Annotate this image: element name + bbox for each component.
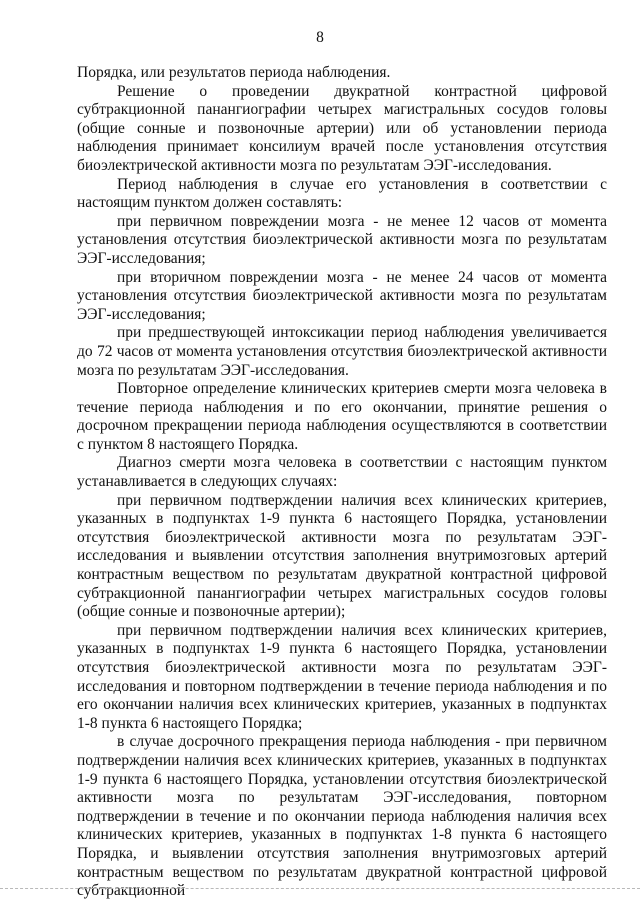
- paragraph-5: при вторичном повреждении мозга - не менее 24 часов от момента установления отсутствия биоэлектрической активности мозга по результатам ЭЭГ-исследования;: [77, 268, 607, 323]
- paragraph-11: в случае досрочного прекращения периода наблюдения - при первичном подтверждении наличия всех клинических критериев, указанных в подпунктах 1-9 пункта 6 настоящего Порядка, установлении отсутствия биоэлектрической активности мозга по результатам ЭЭГ-исследования, повторном подтверждении в течение и по окончании периода наблюдения наличия всех клинических критериев, указанных в подпунктах 1-8 пункта 6 настоящего Порядка, и выявлении отсутствия заполнения внутримозговых артерий контрастным веществом по результатам двукратной контрастной цифровой субтракционной: [77, 733, 607, 900]
- paragraph-9: при первичном подтверждении наличия всех клинических критериев, указанных в подпунктах 1-9 пункта 6 настоящего Порядка, установлении отсутствия биоэлектрической активности мозга по результатам ЭЭГ-исследования и выявлении отсутствия заполнения внутримозговых артерий контрастным веществом по результатам двукратной контрастной цифровой субтракционной панангиографии четырех магистральных сосудов головы (общие сонные и позвоночные артерии);: [77, 491, 607, 621]
- scan-bottom-edge: [0, 888, 640, 889]
- paragraph-2: Решение о проведении двукратной контрастной цифровой субтракционной панангиографии четырех магистральных сосудов головы (общие сонные и позвоночные артерии) или об установлении периода наблюдения принимает консилиум врачей после установления отсутствия биоэлектрической активности мозга по результатам ЭЭГ-исследования.: [77, 82, 607, 174]
- paragraph-8: Диагноз смерти мозга человека в соответствии с настоящим пунктом устанавливается в следующих случаях:: [77, 454, 607, 491]
- paragraph-1: Порядка, или результатов периода наблюдения.: [77, 64, 391, 81]
- paragraph-4: при первичном повреждении мозга - не менее 12 часов от момента установления отсутствия биоэлектрической активности мозга по результатам ЭЭГ-исследования;: [77, 212, 607, 267]
- paragraph-7: Повторное определение клинических критериев смерти мозга человека в течение периода наблюдения и по его окончании, принятие решения о досрочном прекращении периода наблюдения осуществляются в соответствии с пунктом 8 настоящего Порядка.: [77, 380, 607, 453]
- paragraph-10: при первичном подтверждении наличия всех клинических критериев, указанных в подпунктах 1-9 пункта 6 настоящего Порядка, установлении отсутствия биоэлектрической активности мозга по результатам ЭЭГ-исследования и повторном подтверждении в течение периода наблюдения и по его окончании наличия всех клинических критериев, указанных в подпунктах 1-8 пункта 6 настоящего Порядка;: [77, 621, 607, 732]
- document-body: [77, 64, 607, 901]
- paragraph-3: Период наблюдения в случае его установления в соответствии с настоящим пунктом должен составлять:: [77, 175, 607, 212]
- paragraph-6: при предшествующей интоксикации период наблюдения увеличивается до 72 часов от момента установления отсутствия биоэлектрической активности мозга по результатам ЭЭГ-исследования.: [77, 324, 607, 379]
- page-number: 8: [316, 29, 324, 46]
